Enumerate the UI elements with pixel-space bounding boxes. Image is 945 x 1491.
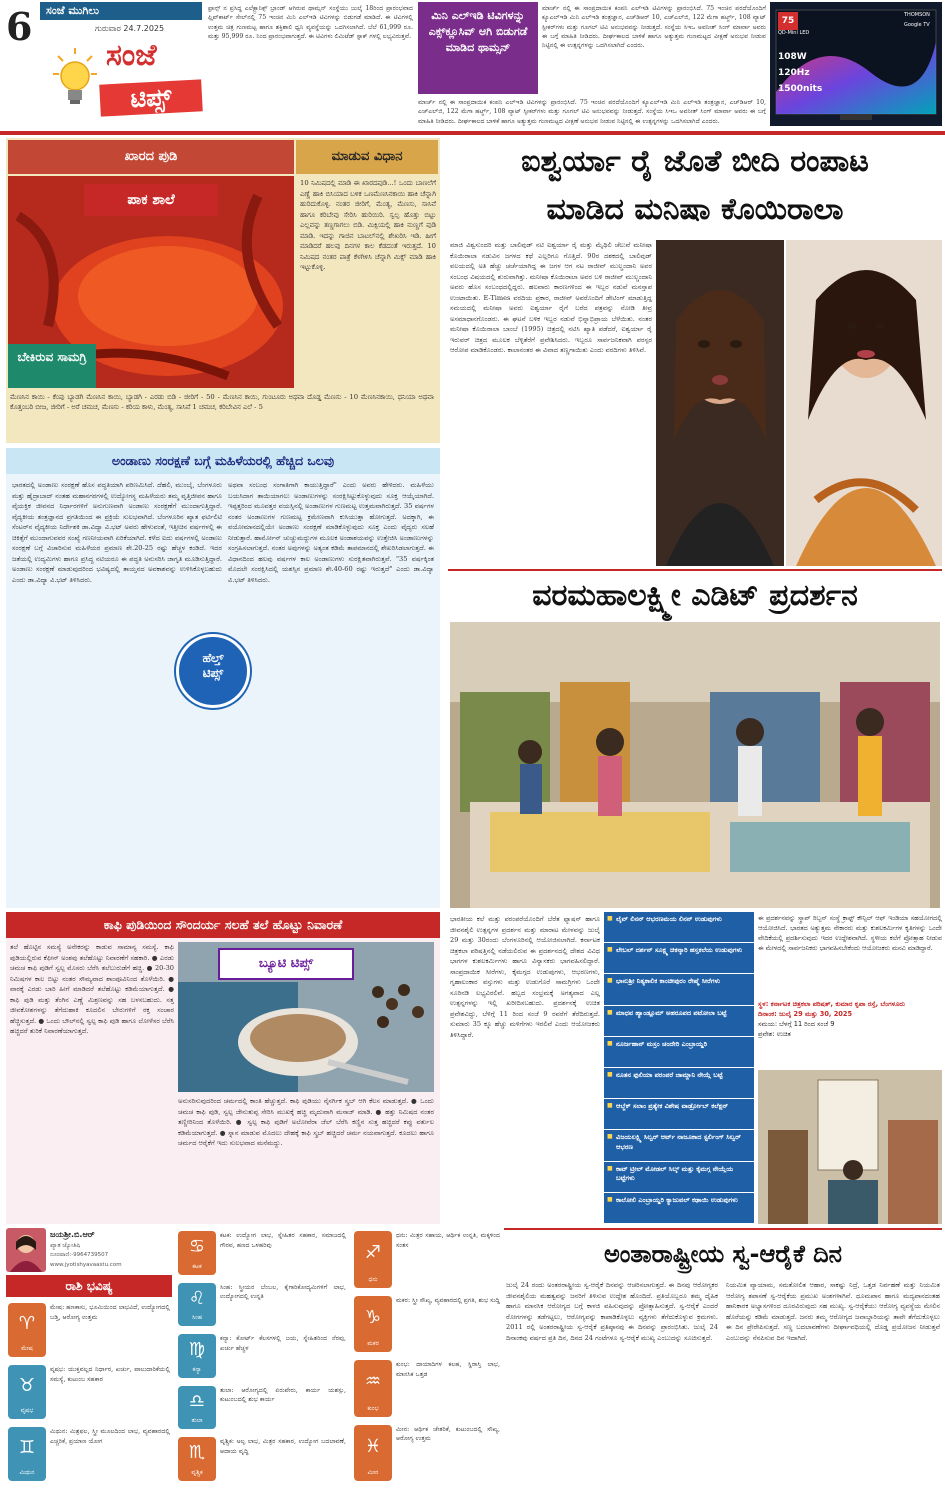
recipe-ingredients-text: ಮೆಣಸಿನ ಕಾಯಿ - ಕೆಂಪು ಬ್ಯಾಡಗಿ ಮೆಣಸಿನ ಕಾಯಿ, ಬ್ಯಾಡಗಿ - ಎರಡು ಬಿಡಿ - ಜೀರಿಗೆ - 50 - ಮೆಣಸಿನ ಕಾಯಿ, ಗುಂಟೂರು ಅಥವಾ ದೊಡ್ಡ ಮೆಣಸು - 10 ಮೆಣಸಿನಕಾಯಿ, ಧನಿಯಾ ಅಥವಾ ಕೊತ್ತಂಬರಿ ಬೀಜ, ಜೀರಿಗೆ - ಅರೆ ಚಮಚ, ಮೆಣಸು - ಕರಿಯ ಕಾಳು, ಮೆಂತ್ಯ, ಸಾಸಿವೆ 1 ಚಮಚ, ಕರಿಬೇವಿನ ಎಲೆ - 5 — [10, 393, 434, 412]
zodiac-prediction: ಮಿಥುನ: ಮಿಶ್ರಫಲ, ಸ್ತ್ರೀ ಮೂಲದಿಂದ ಲಾಭ, ವ್ಯವಹಾರದಲ್ಲಿ ಎಚ್ಚರಿಕೆ, ಪ್ರಯಾಣ ಯೋಗ — [50, 1428, 170, 1445]
actress-portrait-2 — [786, 240, 942, 566]
zodiac-prediction: ಧನು: ಮಿತ್ರರ ಸಹಾಯ, ಆರ್ಥಿಕ ಉನ್ನತಿ, ಮಕ್ಕಳಿಂದ ಸಂತಸ — [396, 1232, 500, 1249]
zodiac-prediction: ಕಟಕ: ಉದ್ಯೋಗ ಲಾಭ, ಸ್ನೇಹಿತರ ಸಹಕಾರ, ಸಮಾಜದಲ್ಲಿ ಗೌರವ, ಹಣದ ಒಳಹರಿವು — [220, 1232, 346, 1249]
zodiac-sign-icon — [8, 1303, 46, 1357]
zodiac-entry — [352, 1228, 502, 1293]
exhibitor-item — [604, 912, 754, 943]
zodiac-symbol: ♏ — [188, 1442, 206, 1464]
zodiac-label: ವೃಶ್ಚಿಕ — [191, 1468, 203, 1476]
zodiac-column-2 — [176, 1228, 348, 1486]
zodiac-entry — [352, 1293, 502, 1358]
astrologer-info — [6, 1228, 172, 1272]
zodiac-sign-icon — [354, 1231, 392, 1288]
ad-size-badge: 75 — [778, 12, 798, 30]
zodiac-symbol: ♎ — [188, 1390, 206, 1412]
bullet-icon: ■ — [607, 1164, 613, 1172]
zodiac-label: ಮಿಥುನ — [19, 1469, 35, 1476]
film-divider — [448, 569, 942, 571]
zodiac-entry — [6, 1424, 172, 1486]
zodiac-prediction: ಮೀನ: ಆರ್ಥಿಕ ಚೇತರಿಕೆ, ಕುಟುಂಬದಲ್ಲಿ ಸೌಖ್ಯ, ಆರೋಗ್ಯ ಉತ್ತಮ — [396, 1425, 500, 1443]
exhibition-venue: ಸ್ಥಳ: ಕರ್ನಾಟಕ ಚಿತ್ರಕಲಾ ಪರಿಷತ್, ಕುಮಾರ ಕೃಪಾ ರಸ್ತೆ, ಬೆಂಗಳೂರು — [758, 1000, 906, 1008]
health-badge-bottom: ಟಿಪ್ಸ್ — [202, 666, 224, 680]
tv-article-headline: ಮಿನಿ ಎಲ್‌ಇಡಿ ಟಿವಿಗಳನ್ನು ಎಕ್ಸ್‌ಕ್ಲೂಸಿವ್ ಆಗಿ ಬಿಡುಗಡೆ ಮಾಡಿದ ಥಾಮ್ಸನ್ — [418, 2, 538, 94]
exhibitor-item — [604, 1006, 754, 1037]
paper-name: ಸಂಜೆ ಮುಗಿಲು — [40, 2, 202, 20]
ad-brand: THOMSON — [904, 12, 930, 18]
zodiac-column-1 — [6, 1300, 172, 1486]
bullet-icon: ■ — [607, 1070, 613, 1078]
beauty-headline: ಕಾಫಿ ಪುಡಿಯಿಂದ ಸೌಂದರ್ಯ ಸಲಹೆ ತಲೆ ಹೊಟ್ಟು ನಿವಾರಣೆ — [6, 912, 440, 938]
zodiac-symbol: ♒ — [364, 1371, 382, 1392]
bulb-icon — [52, 46, 98, 112]
exhibitor-name: ಕಾಲೋಲಿ ಎಂಬ್ರಾಯ್ಡರಿ ಕ್ಯಾಜುವಲ್ ಕಢಾಯಿ ಉಡುಪುಗಳು — [616, 1195, 738, 1204]
health-text-col2: ಅಥವಾ ಸಂಬಂಧ ಸಂಗಾತಿಗಾಗಿ ಕಾಯುತ್ತಿದ್ದಾರೆ" ಎಂದು ಅವರು ಹೇಳಿದರು. ಮಹಿಳೆಯು ಬಯಸಿದಾಗ ತಾಯಿಯಾಗಲು ಅಂಡಾಣುಗಳನ್ನು ಸಂರಕ್ಷಿಸಿಟ್ಟುಕೊಳ್ಳುವುದು ಸೂಕ್ತ ಆಯ್ಕೆಯಾಗಿದೆ. ಇಪ್ಪತ್ತರಿಂದ ಮೂವತ್ತರ ವಯಸ್ಸಿನಲ್ಲಿ ಅಂಡಾಣುಗಳ ಗುಣಮಟ್ಟ ಉತ್ತಮವಾಗಿರುತ್ತದೆ. 35 ವರ್ಷಗಳ ನಂತರ ಅಂಡಾಣುಗಳ ಗುಣಮಟ್ಟ ಕ್ರಮೇಣವಾಗಿ ಕುಸಿಯುತ್ತಾ ಹೋಗುತ್ತದೆ. ಅದಕ್ಕಾಗಿ, ಈ ವಯೋಮಾನದಲ್ಲಿಯೇ ಅಂಡಾಣು ಸಂರಕ್ಷಣೆ ಮಾಡಿಕೊಳ್ಳುವುದು ಸೂಕ್ತ ಎಂದು ವೈದ್ಯರು ಸಲಹೆ ನೀಡುತ್ತಾರೆ. ಹಾರ್ಮೋನ್ ಚುಚ್ಚುಮದ್ದುಗಳ ಮೂಲಕ ಅಂಡಾಶಯವನ್ನು ಉತ್ತೇಜಿಸಿ ಅಂಡಾಣುಗಳನ್ನು ಸಂಗ್ರಹಿಸಲಾಗುತ್ತದೆ. ನಂತರ ಅವುಗಳನ್ನು ಅತ್ಯಂತ ಕಡಿಮೆ ತಾಪಮಾನದಲ್ಲಿ ಶೇಖರಿಸಿಡಲಾಗುತ್ತದೆ. ಈ ವಿಧಾನದಿಂದ ಹಲವು ವರ್ಷಗಳ ಕಾಲ ಅಂಡಾಣುಗಳು ಸುರಕ್ಷಿತವಾಗಿರುತ್ತವೆ. "35 ವರ್ಷಕ್ಕಿಂತ ಮೊದಲೇ ಸಂರಕ್ಷಿಸಿದಲ್ಲಿ ಯಶಸ್ಸಿನ ಪ್ರಮಾಣ ಶೇ.40-60 ರಷ್ಟು ಇರುತ್ತದೆ" ಎಂದು ಡಾ.ವಿದ್ಯಾ ವಿ.ಭಟ್ ತಿಳಿಸಿದರು. — [228, 481, 434, 584]
bullet-icon: ■ — [607, 1133, 613, 1141]
zodiac-sign-icon — [178, 1231, 216, 1275]
bullet-icon: ■ — [607, 946, 613, 954]
exhibitor-item — [604, 943, 754, 974]
bullet-icon: ■ — [607, 1008, 613, 1016]
selfcare-text-col2: ನಿಯಮಿತ ವ್ಯಾಯಾಮ, ಸಮತೋಲಿತ ಆಹಾರ, ಸಾಕಷ್ಟು ನಿದ್ರೆ, ಒತ್ತಡ ನಿರ್ವಹಣೆ ಮತ್ತು ನಿಯಮಿತ ಆರೋಗ್ಯ ತಪಾಸಣೆ ಸ್ವ-ಆರೈಕೆಯ ಪ್ರಮುಖ ಅಂಶಗಳಾಗಿವೆ. ಧೂಮಪಾನ ಹಾಗೂ ಮದ್ಯಪಾನದಂತಹ ಹಾನಿಕಾರಕ ಅಭ್ಯಾಸಗಳಿಂದ ದೂರವಿರುವುದು ಸಹ ಮುಖ್ಯ. ಸ್ವ-ಆರೈಕೆಯು ಆರೋಗ್ಯ ವ್ಯವಸ್ಥೆಯ ಮೇಲಿನ ಹೊರೆಯನ್ನು ಕಡಿಮೆ ಮಾಡುತ್ತದೆ. ಜನರು ತಮ್ಮ ಆರೋಗ್ಯದ ಜವಾಬ್ದಾರಿಯನ್ನು ತಾವೇ ತೆಗೆದುಕೊಳ್ಳಲು ಈ ದಿನ ಪ್ರೇರೇಪಿಸುತ್ತದೆ. ಸಣ್ಣ ಬದಲಾವಣೆಗಳು ದೀರ್ಘಾವಧಿಯಲ್ಲಿ ದೊಡ್ಡ ಪ್ರಯೋಜನ ನೀಡುತ್ತವೆ ಎಂಬುದನ್ನು ನೆನಪಿಸುವ ದಿನ ಇದಾಗಿದೆ. — [726, 1281, 940, 1342]
exhibitor-list — [604, 912, 754, 1224]
zodiac-symbol: ♓ — [364, 1435, 382, 1457]
zodiac-entry — [176, 1280, 348, 1332]
zodiac-column-3 — [352, 1228, 502, 1486]
zodiac-prediction: ಸಿಂಹ: ಸ್ತ್ರೀಯರ ಬೆಂಬಲ, ಕೈಗಾರಿಕೋದ್ಯಮಿಗಳಿಗೆ ಲಾಭ, ಉದ್ಯೋಗದಲ್ಲಿ ಉನ್ನತಿ — [220, 1283, 346, 1301]
exhibitor-name: ಕಾಟ್ ಟ್ರೀಲ್ ಮೋಡಲ್ ಸಿಲ್ಕ್ ಮತ್ತು ಕೈಮಗ್ಗ ನೇಯ್ಗೆಯ ಬಟ್ಟೆಗಳು — [616, 1164, 734, 1183]
manisha-photo — [786, 240, 942, 566]
exhibition-text: ಭಾರತೀಯ ಕಲೆ ಮತ್ತು ಪರಂಪರೆಯೊಂದಿಗೆ ಬೆರೆತ ಫ್ಯಾಷನ್ ಹಾಗೂ ಜೀವನಶೈಲಿ ಉತ್ಪನ್ನಗಳ ಪ್ರದರ್ಶನ ಮತ್ತು ಮಾರಾಟ ಮೇಳವನ್ನು ಜುಲೈ 29 ಮತ್ತು 30ರಂದು ಬೆಂಗಳೂರಿನಲ್ಲಿ ಆಯೋಜಿಸಲಾಗಿದೆ. ಕರ್ನಾಟಕ ಚಿತ್ರಕಲಾ ಪರಿಷತ್ತಿನಲ್ಲಿ ನಡೆಯಲಿರುವ ಈ ಪ್ರದರ್ಶನದಲ್ಲಿ ದೇಶದ ವಿವಿಧ ಭಾಗಗಳ ಕುಶಲಕರ್ಮಿಗಳು ಹಾಗೂ ವಿನ್ಯಾಸಕರು ಭಾಗವಹಿಸಲಿದ್ದಾರೆ. ಸಾಂಪ್ರದಾಯಿಕ ಸೀರೆಗಳು, ಕೈಮಗ್ಗದ ಉಡುಪುಗಳು, ಆಭರಣಗಳು, ಗೃಹಾಲಂಕಾರ ವಸ್ತುಗಳು ಮತ್ತು ಉಡುಗೊರೆ ಸಾಮಗ್ರಿಗಳು ಒಂದೇ ಸೂರಿನಡಿ ಲಭ್ಯವಿರಲಿವೆ. ಹಬ್ಬದ ಸಂಭ್ರಮಕ್ಕೆ ಅಗತ್ಯವಾದ ಎಲ್ಲ ಉತ್ಪನ್ನಗಳನ್ನು ಇಲ್ಲಿ ಖರೀದಿಸಬಹುದು. ಪ್ರದರ್ಶನಕ್ಕೆ ಉಚಿತ ಪ್ರವೇಶವಿದ್ದು, ಬೆಳಿಗ್ಗೆ 11 ರಿಂದ ಸಂಜೆ 9 ರವರೆಗೆ ತೆರೆದಿರುತ್ತದೆ. ಸುಮಾರು 35 ಕ್ಕೂ ಹೆಚ್ಚು ಮಳಿಗೆಗಳು ಇರಲಿವೆ ಎಂದು ಆಯೋಜಕರು ತಿಳಿಸಿದ್ದಾರೆ. — [450, 915, 600, 1040]
zodiac-label: ಕನ್ಯಾ — [192, 1365, 202, 1373]
zodiac-symbol: ♉ — [18, 1375, 36, 1396]
zodiac-prediction: ಕುಂಭ: ದಾಯಾದಿಗಳ ಕಲಹ, ಸ್ಥಿರಾಸ್ತಿ ಲಾಭ, ಮಾನಸಿಕ ಒತ್ತಡ — [396, 1361, 500, 1378]
exhibition-room-image — [758, 1070, 942, 1224]
ad-badge-google: Google TV — [904, 22, 930, 28]
zodiac-prediction: ವೃಷಭ: ಯುಕ್ತವಲ್ಲದ ನಿರ್ಧಾರ, ಖರ್ಚು, ಪಾಲುದಾರಿಕೆಯಲ್ಲಿ ಸಮಸ್ಯೆ, ಕುಟುಂಬ ಸಹಕಾರ — [50, 1366, 170, 1383]
exhibitor-name: ಭಾನುಶ್ರೀ ನಿತ್ಯಕಾಲಿಕ ಕಾಂಚೀಪುರಂ ರೇಷ್ಮೆ ಸೀರೆಗಳು — [616, 977, 721, 986]
zodiac-symbol: ♑ — [364, 1306, 382, 1328]
zodiac-entry — [352, 1422, 502, 1487]
zodiac-sign-icon — [8, 1427, 46, 1481]
zodiac-entry — [176, 1383, 348, 1435]
zodiac-prediction: ಕನ್ಯಾ: ಕೋರ್ಟ್ ಕೆಲಸಗಳಲ್ಲಿ ಜಯ, ಸ್ನೇಹಿತರಿಂದ ನೆರವು, ಖರ್ಚು ಹೆಚ್ಚಳ — [220, 1335, 346, 1352]
zodiac-sign-icon — [178, 1283, 216, 1327]
beauty-tips-badge: ಬ್ಯೂಟಿ ಟಿಪ್ಸ್ — [218, 948, 354, 980]
recipe-method-label: ಮಾಡುವ ವಿಧಾನ — [296, 140, 438, 174]
zodiac-entry — [176, 1434, 348, 1486]
exhibitor-name: ಆಬ್ಜೆಕ್ ಸಲಾಂ ಪ್ರತ್ಯೇಕ ವಿಶೇಷ ವಾರ್ಡ್ರೋಬ್ ಕಲೆಕ್ಷನ್ — [616, 1102, 729, 1111]
zodiac-symbol: ♋ — [188, 1236, 206, 1257]
zodiac-entry — [176, 1331, 348, 1383]
selfcare-headline: ಅಂತಾರಾಷ್ಟ್ರೀಯ ಸ್ವ-ಆರೈಕೆ ದಿನ — [603, 1240, 843, 1268]
film-headline-line2: ಮಾಡಿದ ಮನಿಷಾ ಕೊಯಿರಾಲಾ — [546, 192, 844, 227]
exhibitor-item — [604, 1193, 754, 1224]
exhibition-entry: ಪ್ರವೇಶ: ಉಚಿತ — [758, 1029, 791, 1038]
zodiac-sign-icon — [354, 1296, 392, 1353]
bullet-icon: ■ — [607, 1039, 613, 1047]
zodiac-symbol: ♐ — [364, 1242, 382, 1263]
selfcare-divider — [504, 1228, 942, 1230]
selfcare-text-col1: ಜುಲೈ 24 ರಂದು ಅಂತರರಾಷ್ಟ್ರೀಯ ಸ್ವ-ಆರೈಕೆ ದಿನವನ್ನು ಆಚರಿಸಲಾಗುತ್ತದೆ. ಈ ದಿನವು ಆರೋಗ್ಯಕರ ಜೀವನಶೈಲಿಯ ಮಹತ್ವವನ್ನು ಜನರಿಗೆ ತಿಳಿಸುವ ಉದ್ದೇಶ ಹೊಂದಿದೆ. ಪ್ರತಿಯೊಬ್ಬರೂ ತಮ್ಮ ದೈಹಿಕ ಹಾಗೂ ಮಾನಸಿಕ ಆರೋಗ್ಯದ ಬಗ್ಗೆ ಕಾಳಜಿ ವಹಿಸುವುದನ್ನು ಪ್ರೋತ್ಸಾಹಿಸುತ್ತದೆ. ಸ್ವ-ಆರೈಕೆ ಎಂದರೆ ರೋಗಗಳನ್ನು ತಡೆಗಟ್ಟಲು, ಆರೋಗ್ಯವನ್ನು ಕಾಪಾಡಿಕೊಳ್ಳಲು ವ್ಯಕ್ತಿಗಳು ತೆಗೆದುಕೊಳ್ಳುವ ಕ್ರಮಗಳು. 2011 ರಲ್ಲಿ ಅಂತರರಾಷ್ಟ್ರೀಯ ಸ್ವ-ಆರೈಕೆ ಪ್ರತಿಷ್ಠಾನವು ಈ ದಿನವನ್ನು ಪ್ರಾರಂಭಿಸಿತು. ಜುಲೈ 24 ದಿನಾಂಕವು ವರ್ಷದ ಪ್ರತಿ ದಿನ, ದಿನದ 24 ಗಂಟೆಗಳೂ ಸ್ವ-ಆರೈಕೆ ಮುಖ್ಯ ಎಂಬುದನ್ನು ಸೂಚಿಸುತ್ತದೆ. — [506, 1281, 718, 1342]
exhibition-photo — [450, 622, 940, 908]
exhibition-details — [758, 1000, 942, 1064]
section-title: ಸಂಜೆ — [106, 38, 157, 73]
beauty-text-col2: ಅನುಸರಿಸುವುದರಿಂದ ಚರ್ಮದಲ್ಲಿ ಕಾಂತಿ ಹೆಚ್ಚುತ್ತದೆ. ಕಾಫಿ ಪುಡಿಯು ನೈಸರ್ಗಿಕ ಸ್ಕ್ರಬ್ ಆಗಿ ಕೆಲಸ ಮಾಡುತ್ತದೆ. ● ಒಂದು ಚಮಚ ಕಾಫಿ ಪುಡಿ, ಸ್ವಲ್ಪ ಜೇನುತುಪ್ಪ ಸೇರಿಸಿ ಮುಖಕ್ಕೆ ಹಚ್ಚಿ ಮೃದುವಾಗಿ ಮಸಾಜ್ ಮಾಡಿ. ● ಹತ್ತು ನಿಮಿಷದ ನಂತರ ತಣ್ಣೀರಿನಿಂದ ತೊಳೆಯಿರಿ. ● ಸ್ವಲ್ಪ ಕಾಫಿ ಪುಡಿಗೆ ಅಲೋವೆರಾ ಜೆಲ್ ಬೆರೆಸಿ ಕಣ್ಣಿನ ಸುತ್ತ ಹಚ್ಚಿದರೆ ಕಪ್ಪು ವರ್ತುಲ ಕಡಿಮೆಯಾಗುತ್ತದೆ. ● ಸ್ನಾನ ಮಾಡುವ ಮೊದಲು ದೇಹಕ್ಕೆ ಕಾಫಿ ಸ್ಕ್ರಬ್ ಹಚ್ಚಿದರೆ ಚರ್ಮ ನಯವಾಗುತ್ತದೆ. ಕೂದಲು ಹಾಗೂ ಚರ್ಮದ ಆರೈಕೆಗೆ ಇದು ಸುಲಭವಾದ ಮನೆಮದ್ದು. — [178, 1097, 434, 1148]
exhibition-photo-2 — [758, 1070, 942, 1224]
masthead-date: ಗುರುವಾರ 24.7.2025 — [95, 24, 165, 33]
zodiac-prediction: ತುಲಾ: ಆರೋಗ್ಯದಲ್ಲಿ ಏರುಪೇರು, ಕಾರ್ಯ ಯಶಸ್ಸು, ಕುಟುಂಬದಲ್ಲಿ ಶುಭ ಕಾರ್ಯ — [220, 1386, 346, 1404]
zodiac-sign-icon — [178, 1386, 216, 1430]
zodiac-sign-icon — [178, 1334, 216, 1378]
zodiac-label: ವೃಷಭ — [20, 1407, 34, 1414]
top-divider — [0, 131, 945, 135]
ad-badge-mini-led: QD-Mini LED — [778, 30, 810, 36]
zodiac-label: ಸಿಂಹ — [191, 1314, 202, 1322]
exhibitor-name: ವಿಜಯಲಕ್ಷ್ಮಿ ಸಿಲ್ವರ್ ಆರ್ಟ್ ನಾಜೂಕಾದ ಸ್ಟರ್ಲಿಂಗ್ ಸಿಲ್ವರ್ ಆಭರಣ — [616, 1133, 741, 1151]
health-headline: ಅಂಡಾಣು ಸಂರಕ್ಷಣೆ ಬಗ್ಗೆ ಮಹಿಳೆಯರಲ್ಲಿ ಹೆಚ್ಚಿದ ಒಲವು — [6, 448, 440, 474]
exhibitor-name: ನೂರ್ಜಹಾನ್ ಮಸ್ರಂ ಚಂದೇರಿ ಎಂಬ್ರಾಯ್ಡರಿ — [616, 1039, 708, 1048]
kitchen-label: ಪಾಕ ಶಾಲೆ — [84, 184, 218, 216]
exhibition-time: ಸಮಯ: ಬೆಳಗ್ಗೆ 11 ರಿಂದ ಸಂಜೆ 9 — [758, 1019, 835, 1028]
exhibitor-name: ಲೈವ್ ಲಿನನ್ ಆಭರಣಮಯ ಲಿನನ್ ಉಡುಪುಗಳು — [616, 915, 722, 923]
astrologer-phone: ದೂರವಾಣಿ:-9964739507 — [50, 1252, 109, 1258]
zodiac-sign-icon — [354, 1360, 392, 1417]
exhibitor-item — [604, 1068, 754, 1099]
zodiac-entry — [6, 1362, 172, 1424]
zodiac-label: ಮಕರ — [367, 1340, 379, 1347]
exhibition-side-text: ಈ ಪ್ರದರ್ಶನವನ್ನು ಸ್ಕ್ರಾಪ್ ರಿಬ್ಬನ್ ಸಂಸ್ಥೆ ಕ್ರಾಫ್ಟ್ ಕೌನ್ಸಿಲ್ ಆಫ್ ಇಂಡಿಯಾ ಸಹಯೋಗದಲ್ಲಿ ಆಯೋಜಿಸಿದೆ. ಭಾರತದ ಅತ್ಯುತ್ತಮ ನೇಕಾರರು ಮತ್ತು ಕುಶಲಕರ್ಮಿಗಳ ಕೃತಿಗಳನ್ನು ಒಂದೇ ವೇದಿಕೆಯಲ್ಲಿ ಪ್ರದರ್ಶಿಸುವುದು ಇದರ ಉದ್ದೇಶವಾಗಿದೆ. ಸ್ಥಳೀಯ ಕಲೆಗೆ ಪ್ರೋತ್ಸಾಹ ನೀಡುವ ಈ ಮೇಳದಲ್ಲಿ ಸಾರ್ವಜನಿಕರು ಭಾಗವಹಿಸಬೇಕೆಂದು ಆಯೋಜಕರು ಮನವಿ ಮಾಡಿದ್ದಾರೆ. — [758, 914, 942, 952]
astrologer-name: ಜಯಶ್ರೀ.ಬಿ.ಆರ್ — [50, 1230, 95, 1239]
actress-portrait-1 — [656, 240, 784, 566]
zodiac-symbol: ♊ — [18, 1437, 36, 1458]
zodiac-label: ಮೀನ — [367, 1469, 379, 1476]
zodiac-sign-icon — [354, 1425, 392, 1482]
aishwarya-photo — [656, 240, 784, 566]
bullet-icon: ■ — [607, 1102, 613, 1110]
film-headline-line1: ಐಶ್ವರ್ಯಾ ರೈ ಜೊತೆ ಬೀದಿ ರಂಪಾಟ — [521, 144, 869, 179]
beauty-text-col1: ತಲೆ ಹೊಟ್ಟಿನ ಸಮಸ್ಯೆ ಅನೇಕರನ್ನು ಕಾಡುವ ಸಾಮಾನ್ಯ ಸಮಸ್ಯೆ. ಕಾಫಿ ಪುಡಿಯಲ್ಲಿರುವ ಕೆಫೀನ್ ಅಂಶವು ತಲೆಹೊಟ್ಟು ನಿವಾರಣೆಗೆ ಸಹಕಾರಿ. ● ಎರಡು ಚಮಚ ಕಾಫಿ ಪುಡಿಗೆ ಸ್ವಲ್ಪ ಮೊಸರು ಬೆರೆಸಿ ತಲೆಬುರುಡೆಗೆ ಹಚ್ಚಿ. ● 20-30 ನಿಮಿಷಗಳ ಕಾಲ ಬಿಟ್ಟು ನಂತರ ಸೌಮ್ಯವಾದ ಶಾಂಪೂವಿನಿಂದ ತೊಳೆಯಿರಿ. ● ವಾರಕ್ಕೆ ಎರಡು ಬಾರಿ ಹೀಗೆ ಮಾಡಿದರೆ ತಲೆಹೊಟ್ಟು ಕಡಿಮೆಯಾಗುತ್ತದೆ. ● ಕಾಫಿ ಪುಡಿ ಮತ್ತು ತೆಂಗಿನ ಎಣ್ಣೆ ಮಿಶ್ರಣವನ್ನು ಸಹ ಬಳಸಬಹುದು. ಸತ್ತ ಜೀವಕೋಶಗಳನ್ನು ತೆಗೆದುಹಾಕಿ ಕೂದಲಿನ ಬೇರುಗಳಿಗೆ ರಕ್ತ ಸಂಚಾರ ಹೆಚ್ಚಿಸುತ್ತದೆ. ● ಒಂದು ಬೌಲ್‌ನಲ್ಲಿ ಸ್ವಲ್ಪ ಕಾಫಿ ಪುಡಿ ಹಾಗೂ ಲೋಳೆಸರ ಬೆರೆಸಿ ಹಚ್ಚಿದರೆ ತುರಿಕೆ ನಿವಾರಣೆಯಾಗುತ್ತದೆ. — [10, 943, 174, 1036]
zodiac-label: ಕಟಕ — [192, 1262, 202, 1270]
ad-badge-hz: 120Hz — [778, 68, 810, 78]
page-number: 6 — [6, 4, 33, 49]
zodiac-entry — [6, 1300, 172, 1362]
film-headline-box — [448, 138, 942, 236]
astrologer-title: ಖ್ಯಾತ ಜ್ಯೋತಿಷಿ — [50, 1242, 81, 1249]
exhibitor-name: ಮಾಧವ ಹ್ಯಾಂಡ್ಲೂಮ್ ಅಹರೂಪದ ಪಟೋಲಾ ಬಟ್ಟೆ — [616, 1008, 727, 1017]
zodiac-label: ಕುಂಭ — [367, 1404, 379, 1412]
tv-article-col3: ಮಾರ್ಚ್ ನಲ್ಲಿ ಈ ಸಾಂಪ್ರದಾಯಿಕ ಕಂಪನಿ ಎಲ್‌ಇಡಿ ಟಿವಿಗಳನ್ನು ಪ್ರಾರಂಭಿಸಿದೆ. 75 ಇಂಚಿನ ಪರದೆಯೊಂದಿಗೆ ಕ್ಯೂಎಲ್‌ಇಡಿ ಮಿನಿ ಎಲ್‌ಇಡಿ ತಂತ್ರಜ್ಞಾನ, ಎಚ್‌ಡಿಆರ್ 10, ಎಚ್‌ಎಲ್‌ಜಿ, 122 ಮೆಗಾ ಹರ್ಟ್ಜ್, 108 ವ್ಯಾಟ್ ಸ್ಪೀಕರ್‌ಗಳು ಮತ್ತು ಗೂಗಲ್ ಟಿವಿ ಅನುಭವವನ್ನು ನೀಡುತ್ತದೆ. ಸಂಸ್ಥೆಯ ಸಿಇಒ ಅವನೀತ್ ಸಿಂಗ್ ಮಾರ್ವಾ ಅವರು ಈ ಬಗ್ಗೆ ಮಾಹಿತಿ ನೀಡಿದರು. ದೀರ್ಘಕಾಲದ ಬಾಳಿಕೆ ಹಾಗೂ ಅತ್ಯುತ್ತಮ ಗುಣಮಟ್ಟದ ವೀಕ್ಷಣೆ ಅನುಭವ ನೀಡುವ ನಿಟ್ಟಿನಲ್ಲಿ ಈ ಉತ್ಪನ್ನಗಳನ್ನು ಒದಗಿಸಲಾಗಿದೆ ಎಂದರು. — [418, 99, 766, 125]
health-badge-top: ಹೆಲ್ತ್ — [202, 651, 224, 665]
section-subtitle: ಟಿಪ್ಸ್ — [99, 79, 203, 116]
zodiac-symbol: ♈ — [18, 1313, 36, 1334]
recipe-dish-label: ಖಾರದ ಪುಡಿ — [8, 140, 294, 174]
exhibitor-name: ನೂತನ ಫುಲಿಯಾ ಪರಂಪರೆ ಜಾಮ್ದಾನಿ ನೇಯ್ಗೆ ಬಟ್ಟೆ — [616, 1070, 723, 1079]
ad-badge-nits: 1500nits — [778, 84, 823, 94]
exhibitor-item — [604, 1037, 754, 1068]
exhibitor-item — [604, 1130, 754, 1161]
person-icon — [6, 1228, 46, 1272]
ingredients-label: ಬೇಕಿರುವ ಸಾಮಗ್ರಿ — [8, 344, 96, 388]
recipe-method-text: 10 ನಿಮಿಷದಲ್ಲಿ ಮಾಡಿ ಈ ಖಾರದಪುಡಿ...! ಒಂದು ಬಾಣಲೆಗೆ ಎಣ್ಣೆ ಹಾಕಿ ಬಿಸಿಯಾದ ಬಳಿಕ ಒಣಮೆಣಸಿನಕಾಯಿ ಹಾಕಿ ಚೆನ್ನಾಗಿ ಹುರಿದುಕೊಳ್ಳಿ. ನಂತರ ಜೀರಿಗೆ, ಮೆಂತ್ಯ, ಮೆಣಸು, ಸಾಸಿವೆ ಹಾಗೂ ಕರಿಬೇವು ಸೇರಿಸಿ ಹುರಿಯಿರಿ. ಸ್ವಲ್ಪ ಹೊತ್ತು ಬಿಟ್ಟು ಎಲ್ಲವನ್ನು ತಣ್ಣಗಾಗಲು ಬಿಡಿ. ಮಿಕ್ಸಿಯಲ್ಲಿ ಹಾಕಿ ನುಣ್ಣಗೆ ಪುಡಿ ಮಾಡಿ. ಇದನ್ನು ಗಾಜಿನ ಬಾಟಲ್‌ನಲ್ಲಿ ಶೇಖರಿಸಿ ಇಡಿ. ಹೀಗೆ ಮಾಡಿದರೆ ಹಲವು ದಿನಗಳ ಕಾಲ ಕೆಡದಂತೆ ಇರುತ್ತದೆ. 10 ನಿಮಿಷದ ನಂತರ ಪಾತ್ರೆ ಕೆಳಗಿಳಿಸಿ ಚೆನ್ನಾಗಿ ಮಿಕ್ಸ್ ಮಾಡಿ ಹಾಕಿ ಇಟ್ಟುಕೊಳ್ಳಿ. — [300, 179, 436, 272]
zodiac-entry — [176, 1228, 348, 1280]
zodiac-label: ಧನು — [368, 1275, 378, 1283]
health-text-col1: ಭಾರತದಲ್ಲಿ ಅಂಡಾಣು ಸಂರಕ್ಷಣೆ ಹೊಸ ಪದ್ಧತಿಯಾಗಿ ಪರಿಣಮಿಸಿದೆ. ದೆಹಲಿ, ಮುಂಬೈ, ಬೆಂಗಳೂರು ಮತ್ತು ಹೈದ್ರಾಬಾದ್ ನಂತಹ ಮಹಾನಗರಗಳಲ್ಲಿ ಉದ್ಯೋಗಸ್ಥ ಮಹಿಳೆಯರು ತಮ್ಮ ವೃತ್ತಿಜೀವನ ಹಾಗೂ ವೈಯಕ್ತಿಕ ಜೀವನದ ನಿರ್ಧಾರಗಳಿಗೆ ಅನುಗುಣವಾಗಿ ಅಂಡಾಣು ಸಂರಕ್ಷಣೆಗೆ ಮುಂದಾಗುತ್ತಿದ್ದಾರೆ. ವೈದ್ಯಕೀಯ ತಂತ್ರಜ್ಞಾನದ ಪ್ರಗತಿಯಿಂದ ಈ ಪ್ರಕ್ರಿಯೆ ಸುಲಭವಾಗಿದೆ. ಬೆಂಗಳೂರಿನ ಖ್ಯಾತ ಫರ್ಟಿಲಿಟಿ ಸೆಂಟರ್‌ನ ವೈದ್ಯಕೀಯ ನಿರ್ದೇಶಕಿ ಡಾ.ವಿದ್ಯಾ ವಿ.ಭಟ್ ಅವರು ಹೇಳುವಂತೆ, ಇತ್ತೀಚಿನ ವರ್ಷಗಳಲ್ಲಿ ಈ ಚಿಕಿತ್ಸೆಗೆ ಮುಂದಾಗುವವರ ಸಂಖ್ಯೆ ಗಣನೀಯವಾಗಿ ಏರಿಕೆಯಾಗಿದೆ. ಕಳೆದ ಐದು ವರ್ಷಗಳಲ್ಲಿ ಅಂಡಾಣು ಸಂರಕ್ಷಣೆ ಬಗ್ಗೆ ವಿಚಾರಿಸುವ ಮಹಿಳೆಯರ ಪ್ರಮಾಣ ಶೇ.20-25 ರಷ್ಟು ಹೆಚ್ಚಳ ಕಂಡಿದೆ. ಇದರ ಜತೆಯಲ್ಲಿ ಉದ್ಯಮಿಗಳು ಹಾಗೂ ಪ್ರಸಿದ್ಧ ನಟಿಯರೂ ಈ ಪದ್ಧತಿ ಅನುಸರಿಸಿ ಜಾಗೃತಿ ಮೂಡಿಸುತ್ತಿದ್ದಾರೆ. ಅಂಡಾಣು ಸಂರಕ್ಷಣೆ ಮಾಡುವುದರಿಂದ ಭವಿಷ್ಯದಲ್ಲಿ ತಾಯ್ತನದ ಅವಕಾಶವನ್ನು ಉಳಿಸಿಕೊಳ್ಳಬಹುದು ಎಂದು ಡಾ.ವಿದ್ಯಾ ವಿ.ಭಟ್ ತಿಳಿಸಿದರು. — [12, 481, 222, 584]
zodiac-label: ಮೇಷ — [21, 1345, 33, 1352]
ad-badge-watt: 108W — [778, 52, 807, 62]
zodiac-entry — [352, 1357, 502, 1422]
zodiac-symbol: ♍ — [188, 1339, 206, 1361]
zodiac-prediction: ವೃಶ್ಚಿಕ: ಅಲ್ಪ ಲಾಭ, ಮಿತ್ರರ ಸಹಕಾರ, ಉದ್ಯೋಗ ಬದಲಾವಣೆ, ಆದಾಯ ವೃದ್ಧಿ — [220, 1438, 346, 1455]
zodiac-sign-icon — [8, 1365, 46, 1419]
tv-article-col1: ಫ್ರಾನ್ಸ್ ನ ಪ್ರಸಿದ್ಧ ಎಲೆಕ್ಟ್ರಾನಿಕ್ಸ್ ಬ್ರಾಂಡ್ ಆಗಿರುವ ಥಾಮ್ಸನ್ ಸಂಸ್ಥೆಯು ಜುಲೈ 18ರಿಂದ ಪ್ರಾರಂಭವಾದ ಫ್ಲಿಪ್‌ಕಾರ್ಟ್ ಸೇಲ್‌ನಲ್ಲಿ 75 ಇಂಚಿನ ಮಿನಿ ಎಲ್‌ಇಡಿ ಟಿವಿಗಳನ್ನು ಬಿಡುಗಡೆ ಮಾಡಿದೆ. ಈ ಟಿವಿಗಳಲ್ಲಿ ಉತ್ತಮ ಚಿತ್ರ ಗುಣಮಟ್ಟ ಹಾಗೂ ಶಕ್ತಿಶಾಲಿ ಧ್ವನಿ ವ್ಯವಸ್ಥೆಯನ್ನು ಒದಗಿಸಲಾಗಿದೆ. ಬೆಲೆ 61,999 ರೂ. ಮತ್ತು 95,999 ರೂ. ನಿಂದ ಪ್ರಾರಂಭವಾಗುತ್ತದೆ. ಈ ಟಿವಿಗಳು ಲಿಮಿಟೆಡ್ ಸ್ಟಾಕ್ ಗಳಲ್ಲಿ ಲಭ್ಯವಿರುತ್ತವೆ. — [208, 5, 413, 40]
horoscope-section-label: ರಾಶಿ ಭವಿಷ್ಯ — [6, 1275, 172, 1297]
exhibition-hall-image — [450, 622, 940, 908]
exhibitor-item — [604, 974, 754, 1005]
film-article-text: ಮಾಜಿ ವಿಶ್ವಸುಂದರಿ ಮತ್ತು ಬಾಲಿವುಡ್ ನಟಿ ಐಶ್ವರ್ಯಾ ರೈ ಮತ್ತು ಮೈಥಿಲಿ ಚೆಲುವೆ ಮನೀಷಾ ಕೊಯಿರಾಲಾ ನಡುವಿನ ಜಗಳದ ಕಥೆ ಎಲ್ಲರಿಗೂ ಗೊತ್ತಿದೆ. 90ರ ದಶಕದಲ್ಲಿ ಬಾಲಿವುಡ್ ವಲಯದಲ್ಲಿ ಅತಿ ಹೆಚ್ಚು ಚರ್ಚೆಯಾಗಿದ್ದ ಈ ಜಗಳ ಆಗ ನಟ ರಾಜೀವ್ ಮುಲ್ಚಂದಾನಿ ಅವರ ಸಂಬಂಧ ವಿಷಯದಲ್ಲಿ ಶುರುವಾಗಿತ್ತು. ಮನೀಷಾ ಕೊಯಿರಾಲಾ ಅವರ ಬಳಿ ರಾಜೀವ್ ಮುಲ್ಚಂದಾನಿ ಅವರು ಹೊಸ ಸಂಬಂಧದಲ್ಲಿದ್ದರು. ಹಲವಾರು ಕಾರಣಗಳಿಂದ ಈ ಇಬ್ಬರ ನಡುವೆ ಮನಸ್ತಾಪ ಉಂಟಾಯಿತು. E-Times ವರದಿಯ ಪ್ರಕಾರ, ರಾಜೀವ್ ಅವರೊಂದಿಗೆ ಡೇಟಿಂಗ್ ಮಾಡುತ್ತಿದ್ದ ಸಮಯದಲ್ಲಿ ಮನೀಷಾ ಅವರು ಐಶ್ವರ್ಯಾ ರೈಗೆ ಬರೆದ ಪತ್ರವನ್ನು ನೋಡಿ ತೀವ್ರ ಅಸಮಾಧಾನಗೊಂಡರು. ಈ ಘಟನೆ ಬಳಿಕ ಇಬ್ಬರ ನಡುವೆ ಭಿನ್ನಾಭಿಪ್ರಾಯ ಬೆಳೆಯಿತು. ನಂತರ ಮನೀಷಾ ಕೊಯಿರಾಲಾ ಬಾಂಬೆ (1995) ಚಿತ್ರದಲ್ಲಿ ನಟಿಸಿ ಖ್ಯಾತಿ ಪಡೆದರೆ, ಐಶ್ವರ್ಯಾ ರೈ ಇರುವರ್ ಚಿತ್ರದ ಮೂಲಕ ಬೆಳ್ಳಿತೆರೆಗೆ ಪ್ರವೇಶಿಸಿದರು. ಇಬ್ಬರೂ ಸಾರ್ವಜನಿಕವಾಗಿ ಪರಸ್ಪರ ಆರೋಪ ಮಾಡಿಕೊಂಡರು. ಕಾಲಾನಂತರ ಈ ವಿವಾದ ತಣ್ಣಗಾಯಿತು ಎಂದು ವರದಿಗಳು ತಿಳಿಸಿವೆ. — [450, 241, 652, 355]
exhibitor-name: ಲೇಬಲ್ ದರ್ಶನ್ ಸೂಕ್ಷ್ಮ ಚಿಕನ್ಕಾರಿ ಹಸ್ತಕಲೆಯ ಉಡುಪುಗಳು — [616, 946, 743, 955]
bullet-icon: ■ — [607, 915, 613, 922]
astrologer-website: www.jyotishyavaastu.com — [50, 1262, 122, 1268]
bullet-icon: ■ — [607, 977, 613, 985]
exhibitor-item — [604, 1099, 754, 1130]
health-tips-badge — [176, 634, 250, 708]
zodiac-prediction: ಮಕರ: ಸ್ತ್ರೀ ಸೌಖ್ಯ, ವ್ಯವಹಾರದಲ್ಲಿ ಪ್ರಗತಿ, ಶುಭ ಸುದ್ದಿ — [396, 1296, 500, 1304]
zodiac-prediction: ಮೇಷ: ಹಣಕಾಸು, ಭೂಮಿಯಿಂದ ಲಾಭವಿದೆ, ಉದ್ಯೋಗದಲ್ಲಿ ಬಡ್ತಿ, ಆರೋಗ್ಯ ಉತ್ತಮ — [50, 1304, 170, 1321]
exhibition-headline: ವರಮಹಾಲಕ್ಷ್ಮೀ ಎಡಿಟ್ ಪ್ರದರ್ಶನ — [532, 578, 858, 613]
exhibition-dates: ದಿನಾಂಕ: ಜುಲೈ 29 ಮತ್ತು 30, 2025 — [758, 1009, 853, 1018]
zodiac-sign-icon — [178, 1437, 216, 1481]
exhibitor-item — [604, 1162, 754, 1193]
zodiac-label: ತುಲಾ — [191, 1417, 203, 1425]
zodiac-symbol: ♌ — [188, 1287, 206, 1309]
tv-advertisement — [770, 2, 942, 126]
masthead — [0, 0, 205, 130]
astrologer-avatar — [6, 1228, 46, 1272]
tv-article-col2: ಮಾರ್ಚ್ ನಲ್ಲಿ ಈ ಸಾಂಪ್ರದಾಯಿಕ ಕಂಪನಿ ಎಲ್‌ಇಡಿ ಟಿವಿಗಳನ್ನು ಪ್ರಾರಂಭಿಸಿದೆ. 75 ಇಂಚಿನ ಪರದೆಯೊಂದಿಗೆ ಕ್ಯೂಎಲ್‌ಇಡಿ ಮಿನಿ ಎಲ್‌ಇಡಿ ತಂತ್ರಜ್ಞಾನ, ಎಚ್‌ಡಿಆರ್ 10, ಎಚ್‌ಎಲ್‌ಜಿ, 122 ಮೆಗಾ ಹರ್ಟ್ಜ್, 108 ವ್ಯಾಟ್ ಸ್ಪೀಕರ್‌ಗಳು ಮತ್ತು ಗೂಗಲ್ ಟಿವಿ ಅನುಭವವನ್ನು ನೀಡುತ್ತದೆ. ಸಂಸ್ಥೆಯ ಸಿಇಒ ಅವನೀತ್ ಸಿಂಗ್ ಮಾರ್ವಾ ಅವರು ಈ ಬಗ್ಗೆ ಮಾಹಿತಿ ನೀಡಿದರು. ದೀರ್ಘಕಾಲದ ಬಾಳಿಕೆ ಹಾಗೂ ಅತ್ಯುತ್ತಮ ಗುಣಮಟ್ಟದ ವೀಕ್ಷಣೆ ಅನುಭವ ನೀಡುವ ನಿಟ್ಟಿನಲ್ಲಿ ಈ ಉತ್ಪನ್ನಗಳನ್ನು ಒದಗಿಸಲಾಗಿದೆ ಎಂದರು. — [542, 5, 766, 50]
bullet-icon: ■ — [607, 1195, 613, 1203]
